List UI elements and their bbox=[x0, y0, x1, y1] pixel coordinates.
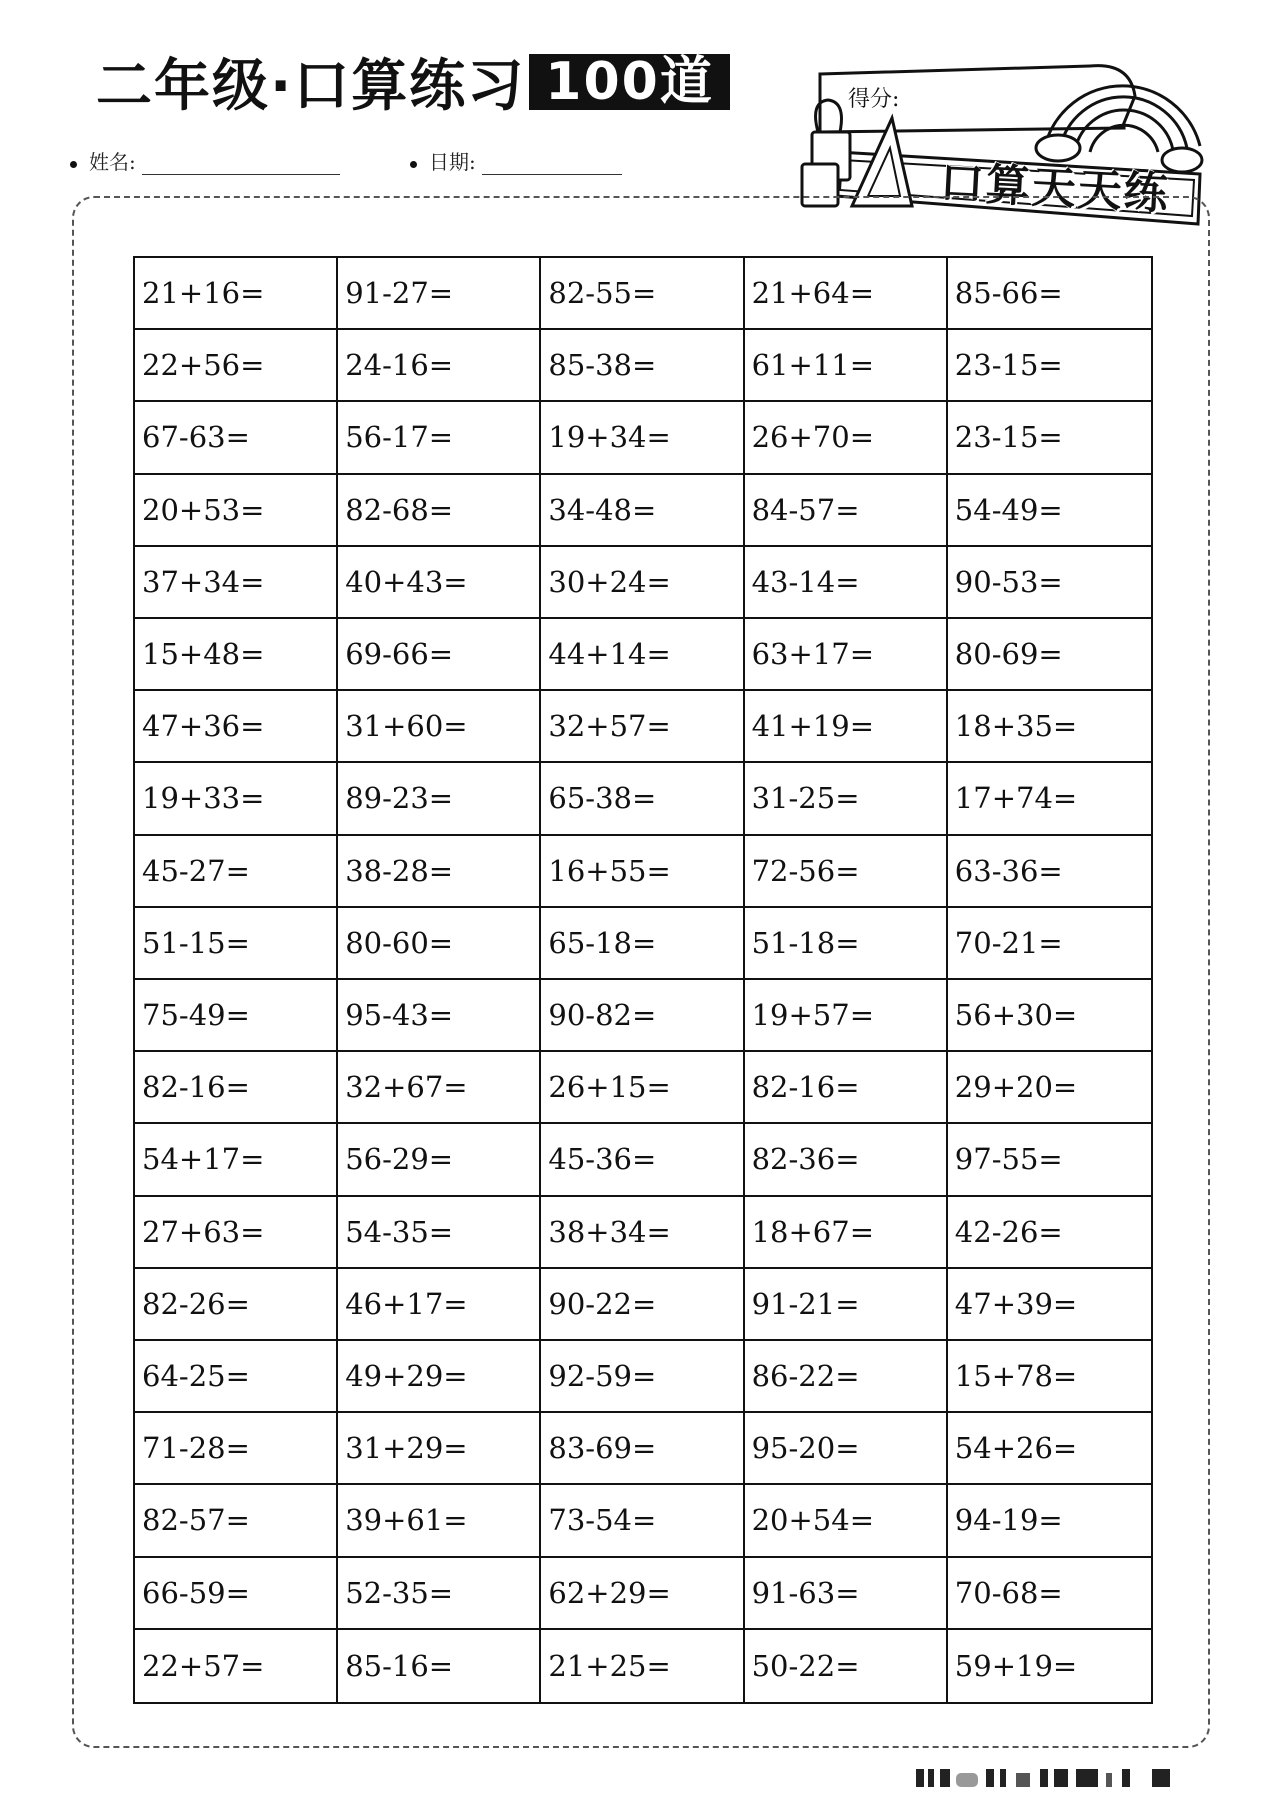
problem-cell: 94-19= bbox=[948, 1485, 1151, 1557]
problem-cell: 19+33= bbox=[135, 763, 338, 835]
problem-cell: 38+34= bbox=[541, 1197, 744, 1269]
problem-cell: 90-22= bbox=[541, 1269, 744, 1341]
problem-cell: 43-14= bbox=[745, 547, 948, 619]
score-label: 得分: bbox=[848, 87, 900, 112]
problem-cell: 85-38= bbox=[541, 330, 744, 402]
problem-cell: 67-63= bbox=[135, 402, 338, 474]
problem-cell: 31+60= bbox=[338, 691, 541, 763]
problem-cell: 54+26= bbox=[948, 1413, 1151, 1485]
problem-cell: 59+19= bbox=[954, 1648, 1078, 1683]
problem-cell: 18+35= bbox=[948, 691, 1151, 763]
problem-cell: 82-68= bbox=[338, 475, 541, 547]
name-field[interactable] bbox=[70, 146, 340, 175]
problem-cell: 54+17= bbox=[135, 1124, 338, 1196]
problem-cell: 39+61= bbox=[338, 1485, 541, 1557]
problem-cell: 92-59= bbox=[541, 1341, 744, 1413]
date-label: 日期: bbox=[429, 150, 476, 174]
problem-cell: 61+11= bbox=[745, 330, 948, 402]
problem-cell: 46+17= bbox=[338, 1269, 541, 1341]
problem-cell: 49+29= bbox=[338, 1341, 541, 1413]
problem-cell: 51-15= bbox=[135, 908, 338, 980]
name-label: 姓名: bbox=[89, 150, 136, 174]
problem-cell: 17+74= bbox=[948, 763, 1151, 835]
problem-cell: 47+39= bbox=[948, 1269, 1151, 1341]
problem-cell: 40+43= bbox=[338, 547, 541, 619]
problem-cell: 38-28= bbox=[338, 836, 541, 908]
problem-cell: 70-21= bbox=[948, 908, 1151, 980]
problem-cell: 83-69= bbox=[541, 1413, 744, 1485]
problem-cell: 22+56= bbox=[135, 330, 338, 402]
problem-cell: 47+36= bbox=[135, 691, 338, 763]
problem-cell: 71-28= bbox=[135, 1413, 338, 1485]
problem-cell: 27+63= bbox=[135, 1197, 338, 1269]
problem-cell: 51-18= bbox=[745, 908, 948, 980]
problem-cell: 44+14= bbox=[541, 619, 744, 691]
problem-cell: 62+29= bbox=[541, 1558, 744, 1630]
problem-cell: 26+15= bbox=[541, 1052, 744, 1124]
problem-cell: 84-57= bbox=[745, 475, 948, 547]
page-title bbox=[96, 42, 730, 122]
problem-cell: 23-15= bbox=[948, 402, 1151, 474]
problem-cell: 37+34= bbox=[135, 547, 338, 619]
problem-cell: 21+16= bbox=[135, 258, 338, 330]
problem-cell: 90-82= bbox=[541, 980, 744, 1052]
problem-cell: 82-16= bbox=[135, 1052, 338, 1124]
date-blank-line[interactable] bbox=[482, 154, 622, 175]
problem-cell: 91-27= bbox=[338, 258, 541, 330]
problem-cell: 97-55= bbox=[948, 1124, 1151, 1196]
problem-cell: 19+57= bbox=[745, 980, 948, 1052]
problem-cell: 65-18= bbox=[541, 908, 744, 980]
problem-cell: 45-36= bbox=[541, 1124, 744, 1196]
problem-cell: 64-25= bbox=[135, 1341, 338, 1413]
problem-cell: 73-54= bbox=[541, 1485, 744, 1557]
problem-cell: 30+24= bbox=[541, 547, 744, 619]
problem-cell: 45-27= bbox=[135, 836, 338, 908]
problem-cell: 23-15= bbox=[948, 330, 1151, 402]
problem-cell: 82-26= bbox=[135, 1269, 338, 1341]
problem-cell: 24-16= bbox=[338, 330, 541, 402]
problem-cell: 22+57= bbox=[135, 1630, 338, 1702]
problem-cell: 19+34= bbox=[541, 402, 744, 474]
problem-cell: 75-49= bbox=[135, 980, 338, 1052]
problem-cell: 16+55= bbox=[541, 836, 744, 908]
problem-cell: 56+30= bbox=[948, 980, 1151, 1052]
problem-cell: 26+70= bbox=[745, 402, 948, 474]
name-blank-line[interactable] bbox=[142, 154, 340, 175]
problem-cell: 54-35= bbox=[338, 1197, 541, 1269]
problem-cell: 31-25= bbox=[745, 763, 948, 835]
problem-cell: 63+17= bbox=[745, 619, 948, 691]
problem-cell: 50-22= bbox=[745, 1630, 948, 1702]
problem-cell: 32+67= bbox=[338, 1052, 541, 1124]
problem-cell: 65-38= bbox=[541, 763, 744, 835]
problem-cell: 18+67= bbox=[745, 1197, 948, 1269]
problem-cell: 34-48= bbox=[541, 475, 744, 547]
problem-cell: 52-35= bbox=[338, 1558, 541, 1630]
problem-cell: 90-53= bbox=[948, 547, 1151, 619]
problem-grid bbox=[133, 256, 1153, 1704]
problem-cell: 21+64= bbox=[745, 258, 948, 330]
problem-cell: 42-26= bbox=[948, 1197, 1151, 1269]
problem-cell: 31+29= bbox=[338, 1413, 541, 1485]
problem-cell: 21+25= bbox=[541, 1630, 744, 1702]
problem-cell: 20+53= bbox=[135, 475, 338, 547]
problem-cell: 82-36= bbox=[745, 1124, 948, 1196]
problem-cell: 20+54= bbox=[745, 1485, 948, 1557]
bullet-dot bbox=[70, 161, 77, 168]
bullet-dot bbox=[410, 161, 417, 168]
problem-cell: 63-36= bbox=[948, 836, 1151, 908]
problem-cell: 69-66= bbox=[338, 619, 541, 691]
problem-cell: 91-21= bbox=[745, 1269, 948, 1341]
problem-cell: 72-56= bbox=[745, 836, 948, 908]
problem-cell: 41+19= bbox=[745, 691, 948, 763]
problem-cell: 82-57= bbox=[135, 1485, 338, 1557]
problem-cell: 82-55= bbox=[541, 258, 744, 330]
problem-cell: 56-17= bbox=[338, 402, 541, 474]
title-text: 二年级·口算练习 bbox=[96, 54, 526, 119]
problem-cell: 70-68= bbox=[948, 1558, 1151, 1630]
problem-cell: 54-49= bbox=[948, 475, 1151, 547]
problem-cell: 85-66= bbox=[948, 258, 1151, 330]
problem-cell: 29+20= bbox=[948, 1052, 1151, 1124]
title-count-box: 100道 bbox=[529, 54, 730, 110]
problem-cell: 95-20= bbox=[745, 1413, 948, 1485]
watermark-logo bbox=[916, 1765, 1256, 1791]
problem-cell: 15+48= bbox=[135, 619, 338, 691]
problem-cell: 32+57= bbox=[541, 691, 744, 763]
badge-banner-text: 口算天天练 bbox=[938, 157, 1171, 220]
problem-cell: 56-29= bbox=[338, 1124, 541, 1196]
problem-cell: 15+78= bbox=[948, 1341, 1151, 1413]
date-field[interactable] bbox=[410, 146, 622, 175]
problem-cell: 66-59= bbox=[135, 1558, 338, 1630]
problem-cell: 80-69= bbox=[948, 619, 1151, 691]
problem-cell: 82-16= bbox=[745, 1052, 948, 1124]
problem-cell: 85-16= bbox=[338, 1630, 541, 1702]
problem-cell: 89-23= bbox=[338, 763, 541, 835]
problem-cell: 91-63= bbox=[745, 1558, 948, 1630]
problem-cell: 86-22= bbox=[745, 1341, 948, 1413]
problem-cell: 80-60= bbox=[338, 908, 541, 980]
problem-cell: 95-43= bbox=[338, 980, 541, 1052]
